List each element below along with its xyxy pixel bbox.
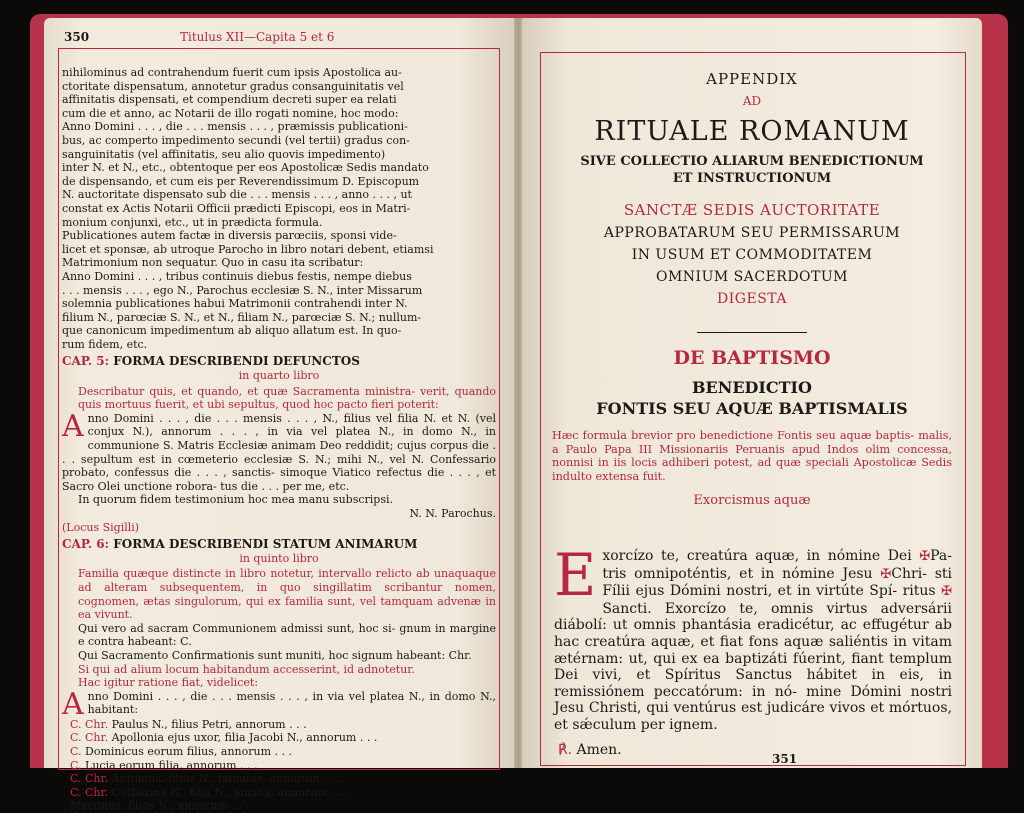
right-page-number: 351 [772, 752, 798, 766]
intro-line: licet et sponsæ, ab utroque Parocho in libro notari debent, etiamsi [62, 242, 434, 256]
intro-line: Publicationes autem factæ in diversis parœciis, sponsi vide- [62, 229, 397, 243]
entry-code: C. [70, 744, 86, 758]
household-entry [62, 745, 496, 759]
exorcism-heading: Exorcismus aquæ [693, 493, 811, 509]
entry-code: C. Chr. [70, 772, 112, 786]
entry-text: Dominicus eorum filius, annorum . . . [85, 744, 293, 758]
intro-line: filium N., parœciæ S. N., et N., filiam N., parœciæ S. N.; nullum- [62, 310, 422, 324]
intro-line: Anno Domini . . . , tribus continuis diebus festis, nempe diebus [62, 269, 412, 283]
cap6-line-communion: Qui vero ad sacram Communionem admissi sunt, hoc si- gnum in margine e contra habeant: C. [78, 621, 496, 649]
maltese-cross-icon: ✠ [880, 566, 892, 582]
appendix-label: APPENDIX [706, 70, 798, 88]
response-line [558, 742, 622, 758]
intro-line: que canonicum impedimentum ab aliquo allatum est. In quo- [62, 324, 402, 338]
drop-cap-a-2: A [62, 686, 84, 722]
cap6-form [62, 686, 496, 722]
approval-line-1: APPROBATARUM SEU PERMISSARUM [603, 225, 901, 241]
cap6-form-text: nno Domini . . . , die . . . mensis . . . , in via vel platea N., in domo N., habitant: [87, 689, 496, 717]
intro-line: . . . mensis . . . , ego N., Parochus ecclesiæ S. N., inter Missarum [62, 283, 423, 297]
cap5-instruction: Describatur quis, et quando, et quæ Sacramenta ministra- verit, quando quis mortuus fuerit, et ubi sepultus, quod hoc pacto fieri poterit: [78, 384, 496, 412]
auctoritate-line: SANCTÆ SEDIS AUCTORITATE [623, 201, 881, 219]
digesta-line: DIGESTA [717, 291, 787, 307]
seal-label: (Locus Sigilli) [62, 520, 140, 534]
right-page [522, 18, 982, 768]
cap6-line-moved: Si qui ad alium locum habitandum accesserint, id adnotetur. [78, 662, 415, 676]
cap5-number: CAP. 5: [62, 354, 110, 369]
intro-line: cum die et anno, ac Notarii de illo rogati nomine, hoc modo: [62, 106, 399, 120]
drop-cap-a: A [62, 408, 84, 444]
ad-label: AD [742, 94, 762, 108]
intro-line: monium conjunxi, etc., ut in prædicta formula. [62, 215, 323, 229]
household-entry [62, 759, 496, 773]
approval-line-2: IN USUM ET COMMODITATEM [631, 247, 873, 263]
intro-paragraph [62, 66, 496, 351]
intro-line: nihilominus ad contrahendum fuerit cum ipsis Apostolica au- [62, 66, 402, 79]
open-book [30, 14, 1008, 813]
cap6-title: FORMA DESCRIBENDI STATUM ANIMARUM [113, 537, 418, 552]
intro-line: rum fidem, etc. [62, 337, 148, 351]
household-entries [62, 718, 496, 813]
household-entry [62, 799, 496, 813]
entry-code: C. Chr. [70, 731, 112, 745]
cap5-heading [62, 355, 496, 369]
exorcism-part-2: Pa- tris omnipoténtis, et in nómine Jesu [602, 548, 952, 582]
subtitle-line-2: ET INSTRUCTIONUM [672, 171, 832, 186]
intro-line: ctoritate dispensatum, annotetur gradus consanguinitatis vel [62, 79, 404, 93]
household-entry [62, 772, 496, 786]
divider-rule [697, 332, 807, 333]
maltese-cross-icon: ✠ [919, 549, 931, 564]
household-entry [62, 731, 496, 745]
cap6-line-method: Hac igitur ratione fiat, videlicet: [78, 676, 259, 690]
intro-line: de dispensando, et cum eis per Reverendissimum D. Episcopum [62, 174, 420, 188]
title-block [548, 70, 956, 508]
intro-line: constat ex Actis Notarii Officii prædicti Episcopi, eos in Matri- [62, 201, 411, 215]
cap6-subtitle: in quinto libro [239, 551, 319, 565]
cap5-subtitle: in quarto libro [238, 369, 320, 383]
household-entry [62, 786, 496, 800]
subtitle-line-1: SIVE COLLECTIO ALIARUM BENEDICTIONUM [580, 154, 924, 169]
running-title: Titulus XII—Capita 5 et 6 [180, 30, 335, 44]
intro-line: Anno Domini . . . , die . . . mensis . . . , præmissis publicationi- [62, 120, 408, 134]
benediction-title-1: BENEDICTIO [692, 378, 812, 397]
intro-line: N. auctoritate dispensato sub die . . . mensis . . . , anno . . . , ut [62, 188, 412, 202]
exorcism-part-4: Sancti. Exorcízo te, omnis virtus adversárii diábolí: ut omnis phantásia eradicétur, ac effugétur ab hac creatúra aquæ, et fiat fons aquæ saliéntis in vitam ætérnam: ut, qui ex ea baptizáti fúerint, fiant templum Dei vivi, et Spíritus Sanctus hábitet in eis, in remissiónem peccatórum: in nó- mine Dómini nostri Jesu Christi, qui ventúrus est judicáre vivos et mórtuos, et sǽculum per ignem. [554, 600, 952, 733]
left-page [44, 18, 514, 813]
intro-line: affinitatis dispensati, et compendium decreti super ea relati [62, 93, 397, 107]
entry-code: C. Chr. [70, 717, 112, 731]
exorcism-text [554, 541, 953, 734]
cap6-number: CAP. 6: [62, 537, 110, 552]
cap6-line-confirmation: Qui Sacramento Confirmationis sunt muniti, hoc signum habeant: Chr. [78, 648, 472, 662]
book-title: RITUALE ROMANUM [594, 116, 910, 147]
cap5-form-text: nno Domini . . . , die . . . mensis . . . , N., filius vel filia N. et N. (vel conjux N.), annorum . . . , in via vel platea N., in domo N., in communione S. Matris Ecclesiæ animam Deo reddidit; cujus corpus die . . . sepultum est in cœmeterio ecclesiæ S. N.; mihi N., vel N. Confessario probato, confessus die . . . , sanctis- simoque Viatico refectus die . . . , et Sacro Olei unctione robora- tus die . . . per me, etc. [62, 411, 496, 493]
intro-line: inter N. et N., etc., obtentoque per eos Apostolicæ Sedis mandato [62, 161, 429, 175]
entry-text: Lucia eorum filia, annorum . . . [85, 758, 258, 772]
entry-text: Apollonia ejus uxor, filia Jacobi N., annorum . . . [111, 731, 378, 745]
amen-text: Amen. [576, 742, 622, 758]
entry-text: Paulus N., filius Petri, annorum . . . [111, 717, 307, 731]
cap6-heading [62, 538, 496, 552]
section-title: DE BAPTISMO [673, 347, 831, 369]
cap5-title: FORMA DESCRIBENDI DEFUNCTOS [113, 354, 360, 369]
entry-code: C. Chr. [70, 785, 112, 799]
cap6-instruction: Familia quæque distincte in libro notetur, intervallo relicto ab unaquaque ad alteram subsequentem, in quo singillatim scribantur nomen, cognomen, ætas singulorum, qui ex familia sunt, vel tamquam advenæ in ea vivunt. [78, 567, 496, 622]
cap5-form [62, 408, 496, 494]
household-entry [62, 718, 496, 732]
cap5-signature: N. N. Parochus. [409, 507, 496, 520]
exorcism-part-1: xorcízo te, creatúra aquæ, in nómine Dei [602, 548, 912, 564]
entry-text: Antonius, filius N., famulus, annorum . . . [111, 772, 341, 786]
intro-line: sanguinitatis (vel affinitatis, seu alio quovis impedimento) [62, 147, 386, 161]
rubric-note: Hæc formula brevior pro benedictione Fontis seu aquæ baptis- malis, a Paulo Papa III Missionariis Peruanis apud Indos olim concessa, nonnisi in iis locis adhiberi potest, ad quæ speciali Apostolicæ Sedis indulto extensa fuit. [552, 429, 952, 483]
approval-line-3: OMNIUM SACERDOTUM [655, 269, 849, 285]
cap5-testimony: In quorum fidem testimonium hoc mea manu subscripsi. [78, 493, 394, 507]
intro-line: Matrimonium non sequatur. Quo in casu ita scribatur: [62, 256, 364, 270]
drop-cap-e: E [554, 541, 597, 609]
intro-line: solemnia publicationes habui Matrimonii contrahendi inter N. [62, 297, 408, 311]
entry-code: C. [70, 758, 86, 772]
entry-text: Catharina N., filia N., ancilla, annorum . . . [111, 785, 349, 799]
intro-line: bus, ac comperto impedimento secundi (vel tertii) gradus con- [62, 133, 410, 147]
exorcism-part-3: Chri- sti Fílii ejus Dómini nostri, et in virtúte Spí- ritus [602, 565, 952, 600]
benediction-title-2: FONTIS SEU AQUÆ BAPTISMALIS [596, 399, 908, 418]
entry-text: Martinus, filius N., annorum . . . [70, 799, 249, 813]
left-page-number: 350 [64, 30, 90, 44]
maltese-cross-icon: ✠ [941, 584, 953, 600]
left-page-text [62, 66, 496, 813]
response-mark: ℟. [558, 742, 573, 758]
